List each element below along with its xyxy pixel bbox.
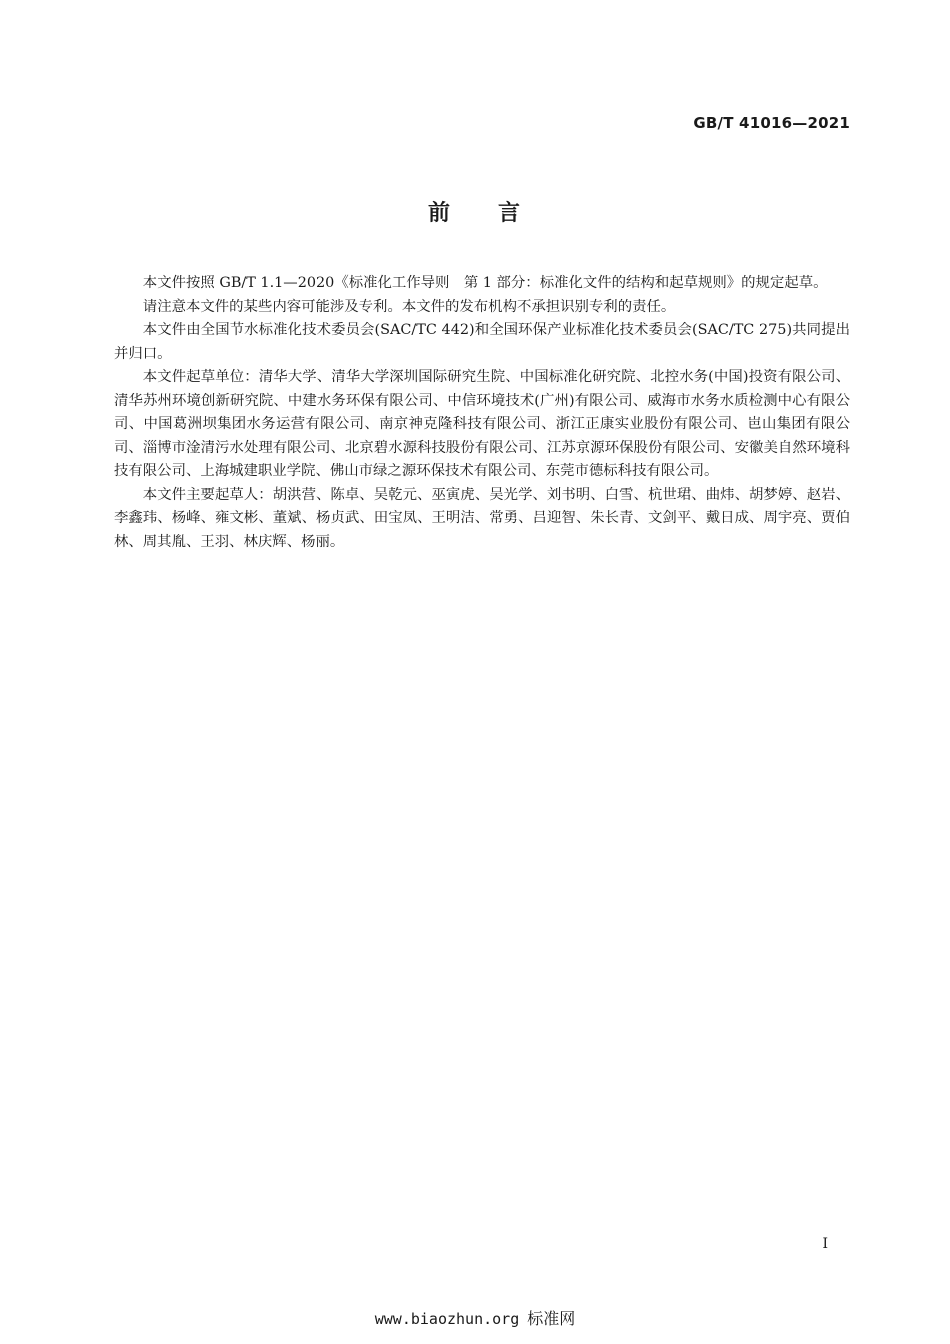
paragraph-drafting-rules: 本文件按照 GB/T 1.1—2020《标准化工作导则 第 1 部分：标准化文件的结构和起草规则》的规定起草。 bbox=[142, 275, 828, 291]
footer-url[interactable]: www.biaozhun.org bbox=[374, 1310, 520, 1328]
title-char-1: 前 bbox=[427, 201, 452, 226]
paragraph-drafters: 本文件主要起草人：胡洪营、陈卓、吴乾元、巫寅虎、吴光学、刘书明、白雪、杭世珺、曲炜、胡梦婷、赵岩、李鑫玮、杨峰、雍文彬、董斌、杨贞武、田宝凤、王明洁、常勇、吕迎智、朱长青、文剑平、戴日成、周宇亮、贾伯林、周其胤、王羽、林庆辉、杨丽。 bbox=[114, 486, 850, 550]
page-title bbox=[0, 196, 950, 227]
paragraph-drafting-organizations: 本文件起草单位：清华大学、清华大学深圳国际研究生院、中国标准化研究院、北控水务(中国)投资有限公司、清华苏州环境创新研究院、中建水务环保有限公司、中信环境技术(广州)有限公司、威海市水务水质检测中心有限公司、中国葛洲坝集团水务运营有限公司、南京神克隆科技有限公司、浙江正康实业股份有限公司、岜山集团有限公司、淄博市淦清污水处理有限公司、北京碧水源科技股份有限公司、江苏京源环保股份有限公司、安徽美自然环境科技有限公司、上海城建职业学院、佛山市绿之源环保技术有限公司、东莞市德标科技有限公司。 bbox=[114, 369, 850, 479]
foreword-body bbox=[114, 272, 850, 554]
title-char-2: 言 bbox=[498, 201, 523, 226]
standard-number: GB/T 41016—2021 bbox=[693, 114, 850, 132]
footer-site-name: 标准网 bbox=[527, 1309, 576, 1328]
paragraph-proposing-committee: 本文件由全国节水标准化技术委员会(SAC/TC 442)和全国环保产业标准化技术委员会(SAC/TC 275)共同提出并归口。 bbox=[114, 322, 850, 362]
footer bbox=[0, 1306, 950, 1329]
paragraph-patent-notice: 请注意本文件的某些内容可能涉及专利。本文件的发布机构不承担识别专利的责任。 bbox=[142, 298, 676, 315]
page-number: I bbox=[822, 1236, 828, 1252]
